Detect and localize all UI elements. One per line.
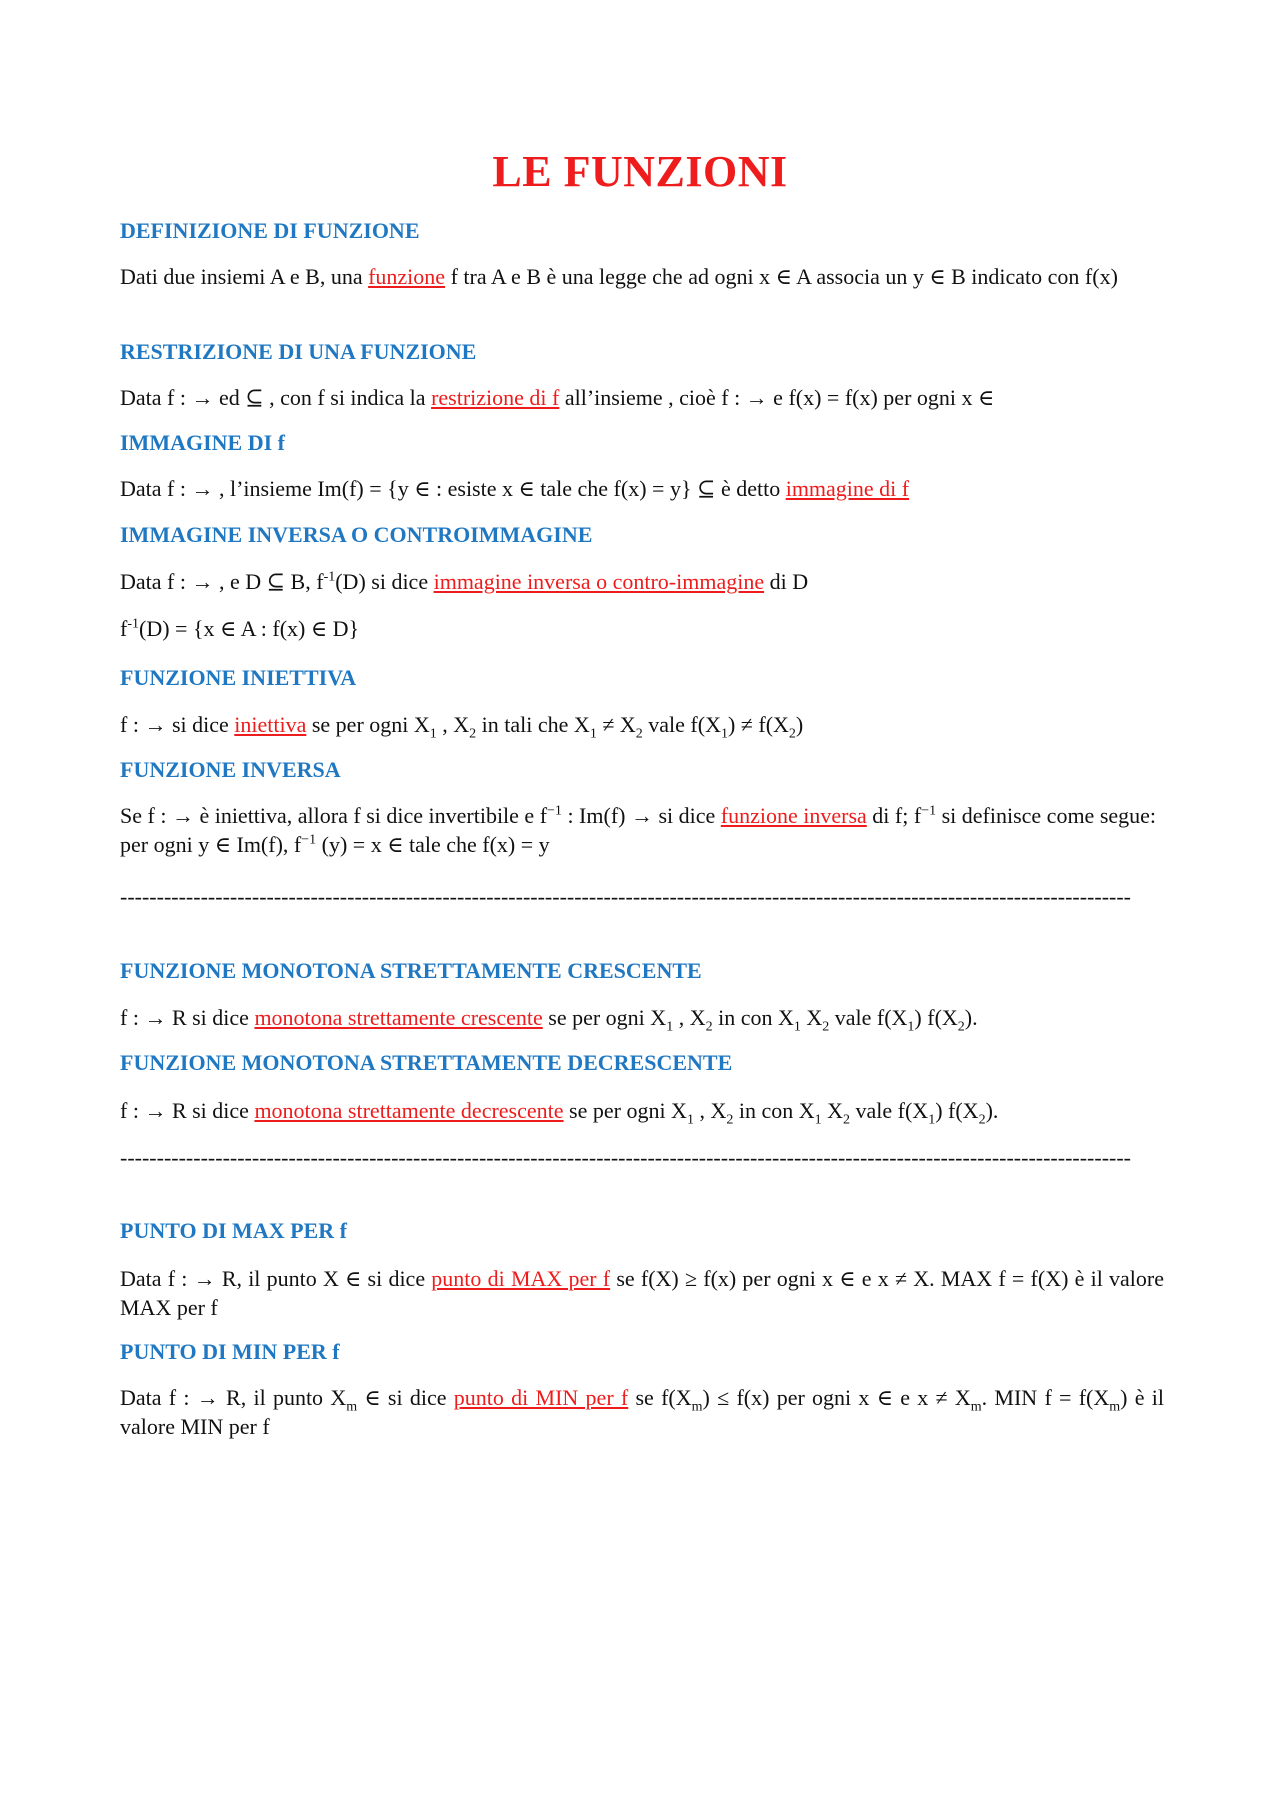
section-heading-restrizione: RESTRIZIONE DI UNA FUNZIONE [120, 339, 477, 364]
paragraph-immagine: Data f : → , l’insieme Im(f) = {y ∈ : esiste x ∈ tale che f(x) = y} ⊆ è detto immagine di f [120, 476, 910, 501]
section-heading-immagine: IMMAGINE DI f [120, 430, 285, 455]
section-heading-immagine-inversa: IMMAGINE INVERSA O CONTROIMMAGINE [120, 522, 593, 547]
section-heading-monotona-decrescente: FUNZIONE MONOTONA STRETTAMENTE DECRESCENTE [120, 1050, 733, 1075]
highlighted-term: immagine di f [785, 476, 910, 501]
paragraph-punto-min: Data f : → R, il punto $X_m$ ∈ si dice punto di MIN per f se $f(X_m) \le f(x)$ per ogni x ∈ e $x \ne X_m$. MIN $f = f(X_m)$ è il valore MIN per f [120, 1385, 1164, 1439]
dashed-separator: ------------------------------------------------------------------------------------------------------------------------------------------ [120, 884, 1132, 909]
paragraph-monotona-decrescente: f : → R si dice monotona strettamente decrescente se per ogni $X_1$ , $X_2$ in con $X_1$ $X_2$ vale $f(X_1)$ $f(X_2)$. [120, 1098, 999, 1128]
highlighted-term: monotona strettamente decrescente [254, 1098, 564, 1123]
paragraph-restrizione: Data f : → ed ⊆ , con f si indica la restrizione di f all’insieme , cioè f : → e f(x) = f(x) per ogni x ∈ [120, 385, 995, 410]
paragraph-immagine-inversa: Data f : → , e D ⊆ B, $f^{-1}(D)$ si dice immagine inversa o contro-immagine di D [120, 569, 809, 594]
section-heading-funzione-inversa: FUNZIONE INVERSA [120, 757, 341, 782]
highlighted-term: funzione inversa [720, 803, 867, 828]
paragraph-monotona-crescente: f : → R si dice monotona strettamente crescente se per ogni $X_1$ , $X_2$ in con $X_1$ $X_2$ vale $f(X_1)$ $f(X_2)$. [120, 1005, 978, 1035]
highlighted-term: punto di MIN per f [453, 1385, 629, 1410]
highlighted-term: iniettiva [234, 712, 307, 737]
section-heading-iniettiva: FUNZIONE INIETTIVA [120, 665, 357, 690]
paragraph-definizione: Dati due insiemi A e B, una funzione f tra A e B è una legge che ad ogni x ∈ A associa un y ∈ B indicato con f(x) [120, 264, 1118, 289]
highlighted-term: restrizione di f [431, 385, 560, 410]
highlighted-term: immagine inversa o contro-immagine [433, 569, 765, 594]
paragraph-controimmagine-formula: $f^{-1}(D) = \{x$ ∈ A : f(x) ∈ D} [120, 616, 360, 641]
section-heading-punto-min: PUNTO DI MIN PER f [120, 1339, 340, 1364]
highlighted-term: funzione [368, 264, 446, 289]
highlighted-term: monotona strettamente crescente [254, 1005, 543, 1030]
page-title: LE FUNZIONI [492, 147, 788, 196]
section-heading-monotona-crescente: FUNZIONE MONOTONA STRETTAMENTE CRESCENTE [120, 958, 702, 983]
paragraph-iniettiva: f : → si dice iniettiva se per ogni $X_1$ , $X_2$ in tali che $X_1 \ne X_2$ vale $f(X_1) \ne f(X_2)$ [120, 712, 804, 742]
paragraph-funzione-inversa: Se f : → è iniettiva, allora f si dice invertibile e $f^{-1}$ : Im(f) → si dice funzione inversa di f; $f^{-1}$ si definisce come segue: per ogni y ∈ Im(f), $f^{-1}$ (y) = x ∈ tale che f(x) = y [120, 803, 1157, 857]
paragraph-punto-max: Data f : → R, il punto X ∈ si dice punto di MAX per f se f(X) ≥ f(x) per ogni x ∈ e x ≠ X. MAX f = f(X) è il valore MAX per f [120, 1266, 1164, 1320]
dashed-separator: ------------------------------------------------------------------------------------------------------------------------------------------ [120, 1145, 1132, 1170]
section-heading-punto-max: PUNTO DI MAX PER f [120, 1218, 347, 1243]
section-heading-definizione: DEFINIZIONE DI FUNZIONE [120, 218, 420, 243]
highlighted-term: punto di MAX per f [431, 1266, 611, 1291]
